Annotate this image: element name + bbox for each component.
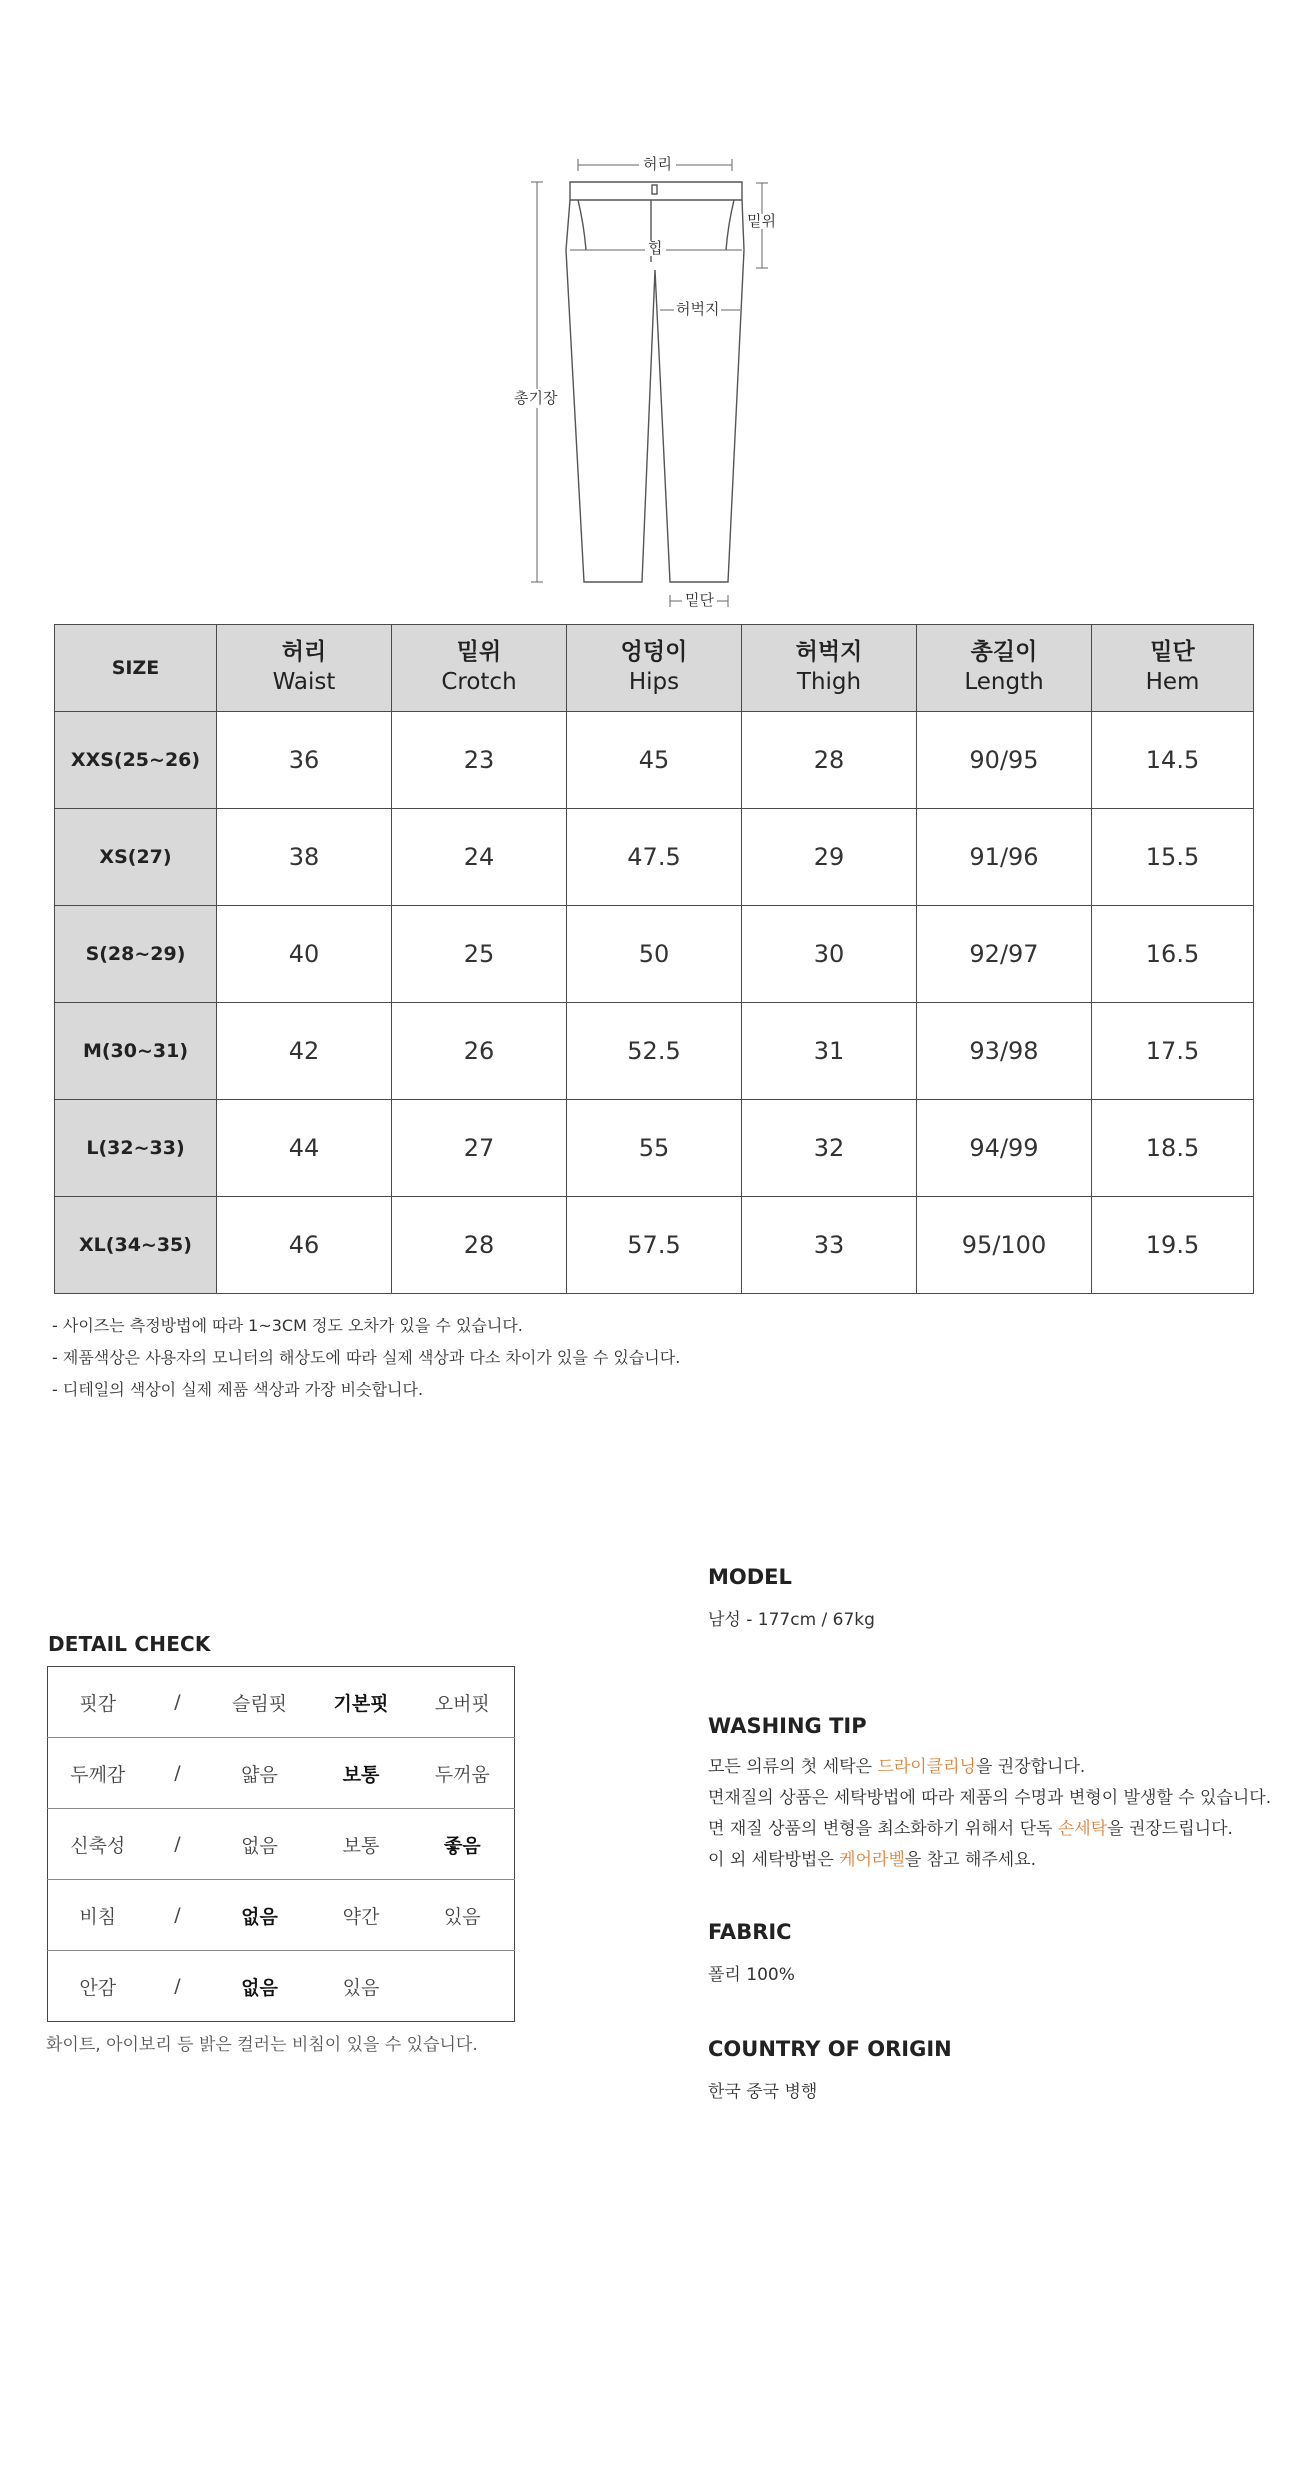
washing-text: 을 참고 해주세요. [904,1850,1037,1870]
header-ko: 밑위 [456,639,502,666]
table-cell: 28 [392,1197,567,1294]
table-cell: 55 [567,1100,742,1197]
washing-text: 을 권장드립니다. [1107,1819,1233,1839]
detail-separator: / [174,1975,181,1997]
table-cell: 38 [217,809,392,906]
thigh-label: 허벅지 [676,300,720,318]
table-cell: 27 [392,1100,567,1197]
detail-option: 슬림핏 [208,1667,312,1738]
table-cell: 23 [392,712,567,809]
table-cell: 30 [742,906,917,1003]
detail-option: 없음 [208,1809,312,1880]
detail-separator: / [148,1667,208,1738]
table-row [55,1197,1254,1294]
detail-option [411,1951,515,2022]
detail-option: 얇음 [208,1738,312,1809]
table-row [55,712,1254,809]
table-cell: 14.5 [1092,712,1254,809]
detail-option: 기본핏 [312,1667,411,1738]
hip-label: 힙 [645,241,666,256]
header-en: Hem [1145,669,1200,695]
table-cell: 95/100 [917,1197,1092,1294]
header-en: Waist [272,669,336,695]
model-text: 남성 - 177cm / 67kg [708,1610,875,1630]
detail-row [48,1667,515,1738]
table-cell: 26 [392,1003,567,1100]
table-cell: 32 [742,1100,917,1197]
table-cell: 91/96 [917,809,1092,906]
header-ko: 허리 [281,639,327,666]
detail-option: 있음 [411,1880,515,1951]
detail-check-table [47,1666,515,2022]
size-cell: XXS(25~26) [55,712,217,809]
washing-title: WASHING TIP [708,1714,867,1738]
header-en: Crotch [441,669,517,695]
table-cell: 36 [217,712,392,809]
size-cell: L(32~33) [55,1100,217,1197]
header-en: Hips [628,669,680,695]
table-cell: 29 [742,809,917,906]
table-row [55,809,1254,906]
washing-line-3 [708,1814,1233,1845]
model-title: MODEL [708,1565,792,1589]
size-cell: S(28~29) [55,906,217,1003]
table-cell: 92/97 [917,906,1092,1003]
size-cell: XL(34~35) [55,1197,217,1294]
table-cell: 45 [567,712,742,809]
table-cell: 93/98 [917,1003,1092,1100]
table-cell: 16.5 [1092,906,1254,1003]
detail-label: 두께감 [48,1738,148,1809]
table-cell: 28 [742,712,917,809]
detail-row [48,1951,515,2022]
detail-option: 약간 [312,1880,411,1951]
header-en: Length [964,669,1044,695]
pants-outline-icon [0,0,1300,620]
table-cell: 42 [217,1003,392,1100]
table-cell: 31 [742,1003,917,1100]
table-row [55,1003,1254,1100]
pants-size-diagram [0,0,1300,620]
length-label: 총기장 [514,389,558,407]
header-en: Thigh [796,669,862,695]
table-row [55,906,1254,1003]
header-ko: 허벅지 [795,639,863,666]
hem-label: 밑단 [682,593,717,608]
table-cell: 33 [742,1197,917,1294]
detail-option: 보통 [312,1738,411,1809]
header-ko: 엉덩이 [620,639,688,666]
header-hips [567,625,742,712]
size-table-header [55,625,1254,712]
detail-check-title: DETAIL CHECK [48,1632,211,1656]
detail-option: 좋음 [411,1809,515,1880]
washing-text: 이 외 세탁방법은 [708,1850,840,1870]
detail-option: 있음 [342,1976,380,1999]
detail-label: 핏감 [48,1667,148,1738]
table-cell: 52.5 [567,1003,742,1100]
detail-option: 없음 [241,1976,278,1999]
note-item: - 제품색상은 사용자의 모니터의 해상도에 따라 실제 색상과 다소 차이가 있을 수 있습니다. [52,1348,681,1367]
fabric-title: FABRIC [708,1920,792,1944]
washing-text: 을 권장합니다. [975,1757,1086,1777]
table-cell: 17.5 [1092,1003,1254,1100]
header-waist [217,625,392,712]
origin-text: 한국 중국 병행 [708,2082,818,2102]
waist-label: 허리 [639,157,676,172]
header-size-label: SIZE [111,657,160,679]
detail-option: 오버핏 [411,1667,515,1738]
header-hem [1092,625,1254,712]
crotch-label: 밑위 [747,212,776,230]
detail-label: 안감 [79,1976,117,1999]
table-cell: 94/99 [917,1100,1092,1197]
detail-separator: / [148,1809,208,1880]
table-cell: 18.5 [1092,1100,1254,1197]
detail-check-note: 화이트, 아이보리 등 밝은 컬러는 비침이 있을 수 있습니다. [46,2035,478,2055]
table-cell: 90/95 [917,712,1092,809]
header-length [917,625,1092,712]
detail-option: 보통 [312,1809,411,1880]
washing-text: 면 재질 상품의 변형을 최소화하기 위해서 단독 [708,1819,1058,1839]
detail-row [48,1880,515,1951]
table-cell: 46 [217,1197,392,1294]
table-cell: 25 [392,906,567,1003]
washing-highlight: 손세탁 [1057,1819,1108,1839]
note-item: - 사이즈는 측정방법에 따라 1~3CM 정도 오차가 있을 수 있습니다. [52,1316,523,1335]
table-cell: 47.5 [567,809,742,906]
table-cell: 40 [217,906,392,1003]
washing-highlight: 드라이클리닝 [877,1757,976,1777]
header-ko: 밑단 [1150,639,1195,666]
table-cell: 44 [217,1100,392,1197]
header-crotch [392,625,567,712]
detail-option: 두꺼움 [411,1738,515,1809]
detail-row [48,1738,515,1809]
detail-separator: / [148,1880,208,1951]
note-item: - 디테일의 색상이 실제 제품 색상과 가장 비슷합니다. [52,1380,424,1399]
detail-label: 비침 [48,1880,148,1951]
detail-label: 신축성 [48,1809,148,1880]
table-cell: 15.5 [1092,809,1254,906]
washing-line-2: 면재질의 상품은 세탁방법에 따라 제품의 수명과 변형이 발생할 수 있습니다. [708,1788,1272,1808]
detail-option: 없음 [208,1880,312,1951]
origin-title: COUNTRY OF ORIGIN [708,2037,952,2061]
size-cell: XS(27) [55,809,217,906]
washing-text: 모든 의류의 첫 세탁은 [708,1757,878,1777]
table-cell: 24 [392,809,567,906]
size-notes [52,1310,680,1406]
table-cell: 50 [567,906,742,1003]
washing-line-4 [708,1845,1036,1876]
table-row [55,1100,1254,1197]
size-cell: M(30~31) [55,1003,217,1100]
table-cell: 57.5 [567,1197,742,1294]
fabric-text: 폴리 100% [708,1965,795,1985]
table-cell: 19.5 [1092,1197,1254,1294]
washing-highlight: 케어라벨 [839,1850,905,1870]
detail-separator: / [148,1738,208,1809]
size-table [54,624,1254,1294]
header-ko: 총길이 [970,639,1038,666]
detail-row [48,1809,515,1880]
header-size [55,625,217,712]
washing-line-1 [708,1752,1085,1783]
header-thigh [742,625,917,712]
